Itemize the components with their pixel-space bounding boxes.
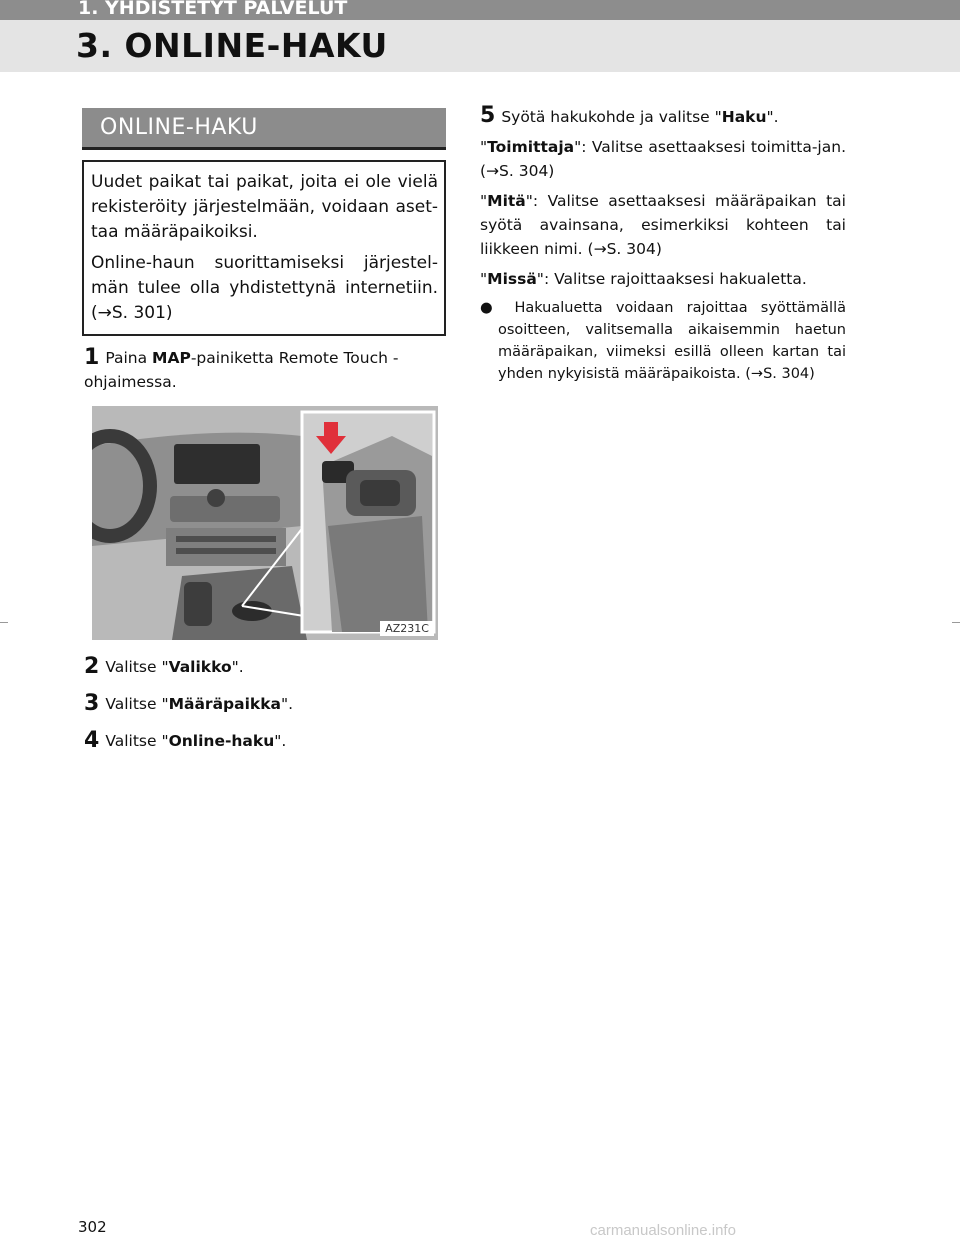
step-4: 4 Valitse "Online-haku". [84,728,287,753]
option-missa: "Missä": Valitse rajoittaaksesi hakualetta. [480,270,807,288]
bullet-icon: ● [480,300,515,316]
car-interior-image [92,406,438,640]
watermark: carmanualsonline.info [590,1222,736,1239]
figure-code: AZ231C [380,621,434,636]
section-heading: ONLINE-HAKU [82,108,446,150]
intro-paragraph: Uudet paikat tai paikat, joita ei ole vielä rekisteröity järjestelmään, voidaan aset-taa määräpaikoiksi. [91,172,438,242]
intro-paragraph: Online-haun suorittamiseksi järjestel-män tulee olla yhdistettynä internetiin. (→S. 301) [91,253,438,323]
step-3: 3 Valitse "Määräpaikka". [84,691,294,716]
crop-mark [952,622,960,623]
step-number: 2 [84,654,100,679]
step-number: 3 [84,691,100,716]
crop-mark [0,622,8,623]
step-number: 4 [84,728,100,753]
intro-box [82,160,446,336]
map-button-label: MAP [152,349,191,367]
option-mita: "Mitä": Valitse asettaaksesi määräpaikan tai syötä avainsana, esimerkiksi kohteen tai liikkeen nimi. (→S. 304) [480,192,846,258]
step-2: 2 Valitse "Valikko". [84,654,244,679]
step-5: 5 Syötä hakukohde ja valitse "Haku". [480,103,779,128]
right-column [480,104,846,391]
page-title: 3. ONLINE-HAKU [76,26,388,65]
remote-touch-illustration [92,406,438,640]
chapter-title: 1. YHDISTETYT PALVELUT [0,0,960,20]
page-number: 302 [78,1218,107,1236]
step-1: 1 Paina MAP-painiketta Remote Touch -ohjaimessa. [84,345,399,391]
note-bullet: ● Hakualuetta voidaan rajoittaa syöttämällä osoitteen, valitsemalla aikaisemmin haetun määräpaikan, viimeksi esillä olleen kartan tai yhden nykyisistä määräpaikoista. (→S. 304) [480,300,846,382]
step-number: 5 [480,103,496,128]
option-toimittaja: "Toimittaja": Valitse asettaaksesi toimitta-jan. (→S. 304) [480,138,846,180]
step-number: 1 [84,345,100,370]
